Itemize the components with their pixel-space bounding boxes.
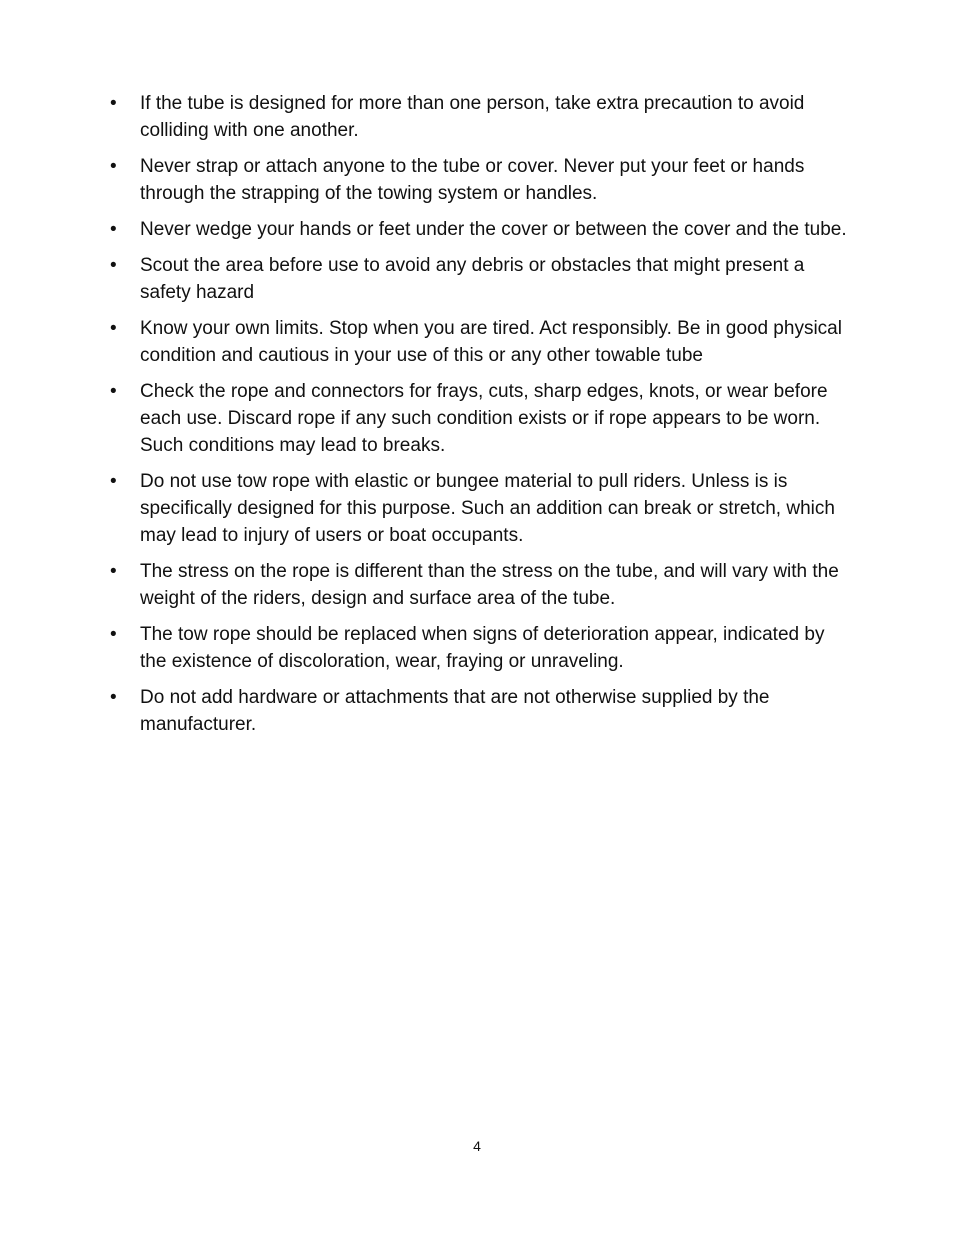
bullet-icon: •: [110, 156, 117, 177]
list-item: [110, 90, 850, 144]
safety-bullet-list: [110, 90, 850, 747]
bullet-text: Check the rope and connectors for frays, cuts, sharp edges, knots, or wear before each use. Discard rope if any such condition exists or if rope appears to be worn. Such conditions may lead to breaks.: [140, 381, 828, 456]
list-item: [110, 252, 850, 306]
bullet-text: Never wedge your hands or feet under the cover or between the cover and the tube.: [140, 219, 847, 240]
bullet-icon: •: [110, 471, 117, 492]
list-item: [110, 315, 850, 369]
bullet-text: Know your own limits. Stop when you are tired. Act responsibly. Be in good physical condition and cautious in your use of this or any other towable tube: [140, 318, 842, 366]
list-item: [110, 153, 850, 207]
bullet-icon: •: [110, 624, 117, 645]
bullet-icon: •: [110, 381, 117, 402]
bullet-text: The tow rope should be replaced when signs of deterioration appear, indicated by the existence of discoloration, wear, fraying or unraveling.: [140, 624, 825, 672]
list-item: [110, 468, 850, 549]
bullet-icon: •: [110, 219, 117, 240]
bullet-text: Scout the area before use to avoid any debris or obstacles that might present a safety hazard: [140, 255, 805, 303]
bullet-icon: •: [110, 561, 117, 582]
bullet-text: The stress on the rope is different than the stress on the tube, and will vary with the weight of the riders, design and surface area of the tube.: [140, 561, 839, 609]
bullet-icon: •: [110, 687, 117, 708]
list-item: [110, 378, 850, 459]
list-item: [110, 216, 850, 243]
bullet-text: If the tube is designed for more than one person, take extra precaution to avoid colliding with one another.: [140, 93, 805, 141]
bullet-text: Never strap or attach anyone to the tube or cover. Never put your feet or hands through the strapping of the towing system or handles.: [140, 156, 805, 204]
list-item: [110, 684, 850, 738]
bullet-text: Do not use tow rope with elastic or bungee material to pull riders. Unless is is specifically designed for this purpose. Such an addition can break or stretch, which may lead to injury of users or boat occupants.: [140, 471, 835, 546]
bullet-text: Do not add hardware or attachments that are not otherwise supplied by the manufacturer.: [140, 687, 770, 735]
page-number: 4: [473, 1138, 481, 1154]
list-item: [110, 558, 850, 612]
bullet-icon: •: [110, 93, 117, 114]
list-item: [110, 621, 850, 675]
bullet-icon: •: [110, 318, 117, 339]
bullet-icon: •: [110, 255, 117, 276]
